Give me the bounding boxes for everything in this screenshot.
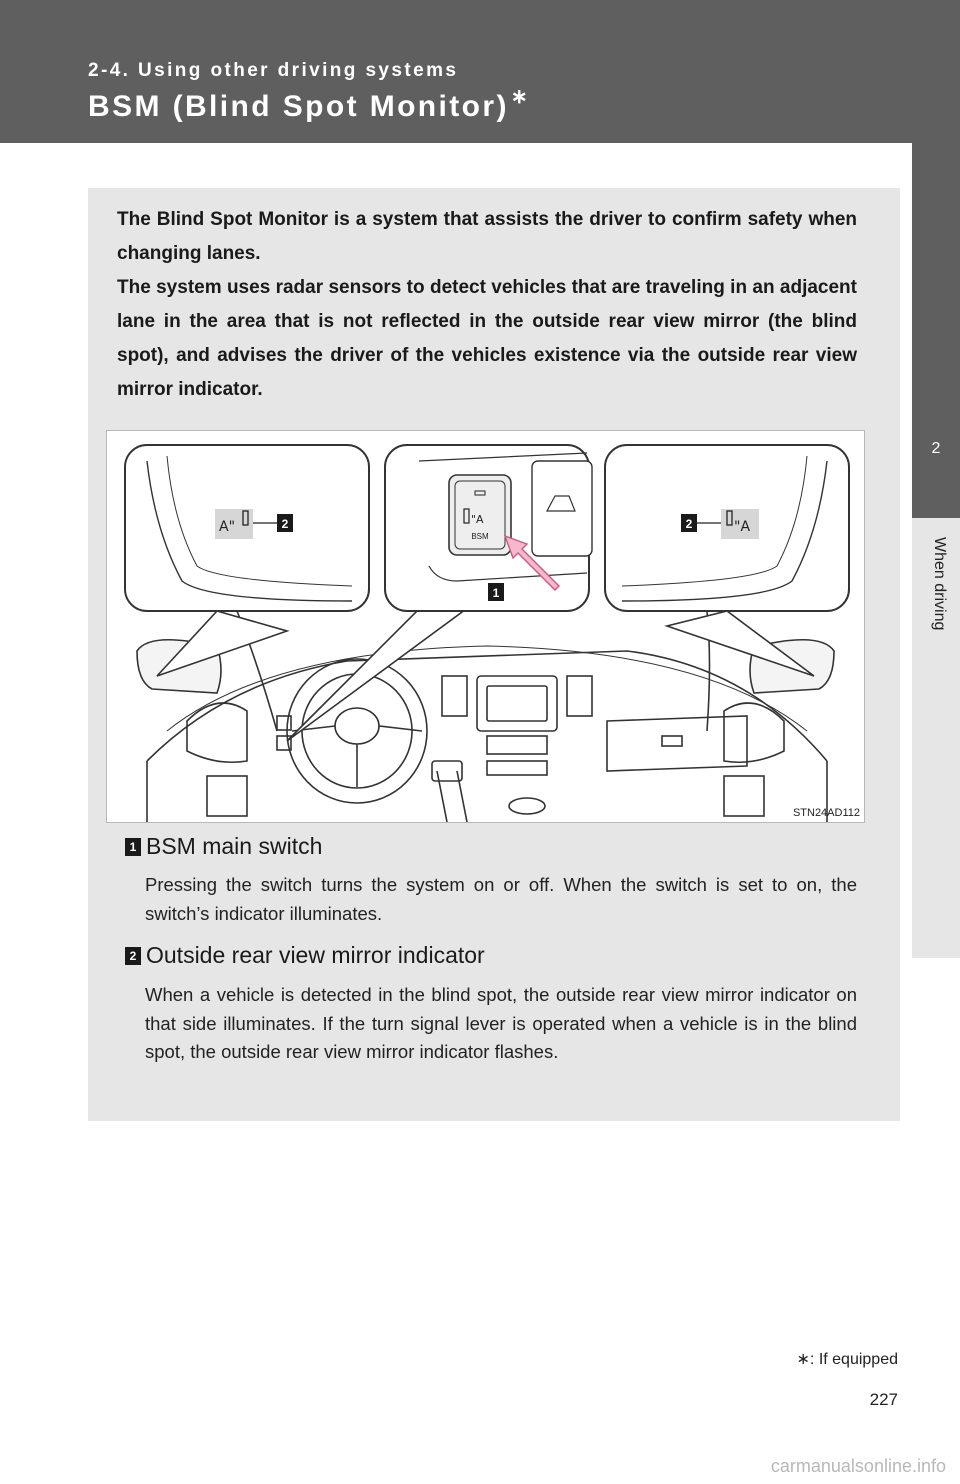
title-text: BSM (Blind Spot Monitor) bbox=[88, 90, 509, 123]
climate-panel bbox=[487, 736, 547, 754]
dashboard-illustration bbox=[107, 431, 864, 822]
bsm-illustration bbox=[106, 430, 865, 823]
window-switches bbox=[207, 776, 247, 816]
svg-text:A": A" bbox=[219, 519, 236, 535]
steering-hub bbox=[335, 708, 379, 744]
bsm-switch-label: BSM bbox=[471, 532, 489, 541]
left-door-handle bbox=[187, 703, 247, 762]
page-number: 227 bbox=[869, 1390, 898, 1409]
section-title: 2-4. Using other driving systems bbox=[88, 60, 459, 81]
footnote bbox=[797, 1349, 898, 1369]
item-description: Pressing the switch turns the system on or off. When the switch is set to on, the switch’s indicator illuminates. bbox=[145, 874, 857, 924]
item-number-badge: 1 bbox=[125, 838, 141, 856]
svg-text:1: 1 bbox=[492, 586, 500, 600]
item-description: When a vehicle is detected in the blind spot, the outside rear view mirror indicator on that side illuminates. If the turn signal lever is operated when a vehicle is in the blind spot, the outside rear view mirror indicator flashes. bbox=[145, 984, 857, 1062]
svg-text:2: 2 bbox=[685, 517, 693, 531]
page-title bbox=[88, 86, 530, 124]
footnote-asterisk: ∗ bbox=[796, 1351, 810, 1368]
item-number-badge: 2 bbox=[125, 947, 141, 965]
vent-left bbox=[442, 676, 467, 716]
svg-text:2: 2 bbox=[281, 517, 289, 531]
intro-paragraph: The system uses radar sensors to detect vehicles that are traveling in an adjacent lane in the area that is not reflected in the outside rear view mirror (the blind spot), and advises the driver of the vehicles existence via the outside rear view mirror indicator. bbox=[117, 277, 857, 400]
chapter-label: When driving bbox=[931, 537, 948, 631]
chapter-number: 2 bbox=[931, 440, 941, 457]
item-heading bbox=[125, 833, 322, 860]
cup-holder bbox=[509, 798, 545, 814]
figure-code: STN24AD112 bbox=[792, 807, 860, 819]
item-heading bbox=[125, 942, 485, 969]
center-display bbox=[477, 676, 557, 731]
intro-paragraph: The Blind Spot Monitor is a system that assists the driver to confirm safety when changing lanes. bbox=[117, 209, 857, 264]
intro-text bbox=[117, 203, 857, 407]
radio-panel bbox=[487, 761, 547, 775]
item-title: BSM main switch bbox=[146, 833, 323, 859]
footnote-text: : If equipped bbox=[809, 1351, 898, 1368]
item-title: Outside rear view mirror indicator bbox=[146, 942, 485, 968]
svg-text:"A: "A bbox=[471, 513, 484, 526]
glove-box bbox=[607, 716, 747, 771]
chapter-tab bbox=[912, 143, 960, 518]
vent-right bbox=[567, 676, 592, 716]
title-asterisk: ∗ bbox=[510, 86, 531, 108]
watermark: carmanualsonline.info bbox=[770, 1456, 946, 1476]
svg-text:"A: "A bbox=[734, 519, 751, 535]
